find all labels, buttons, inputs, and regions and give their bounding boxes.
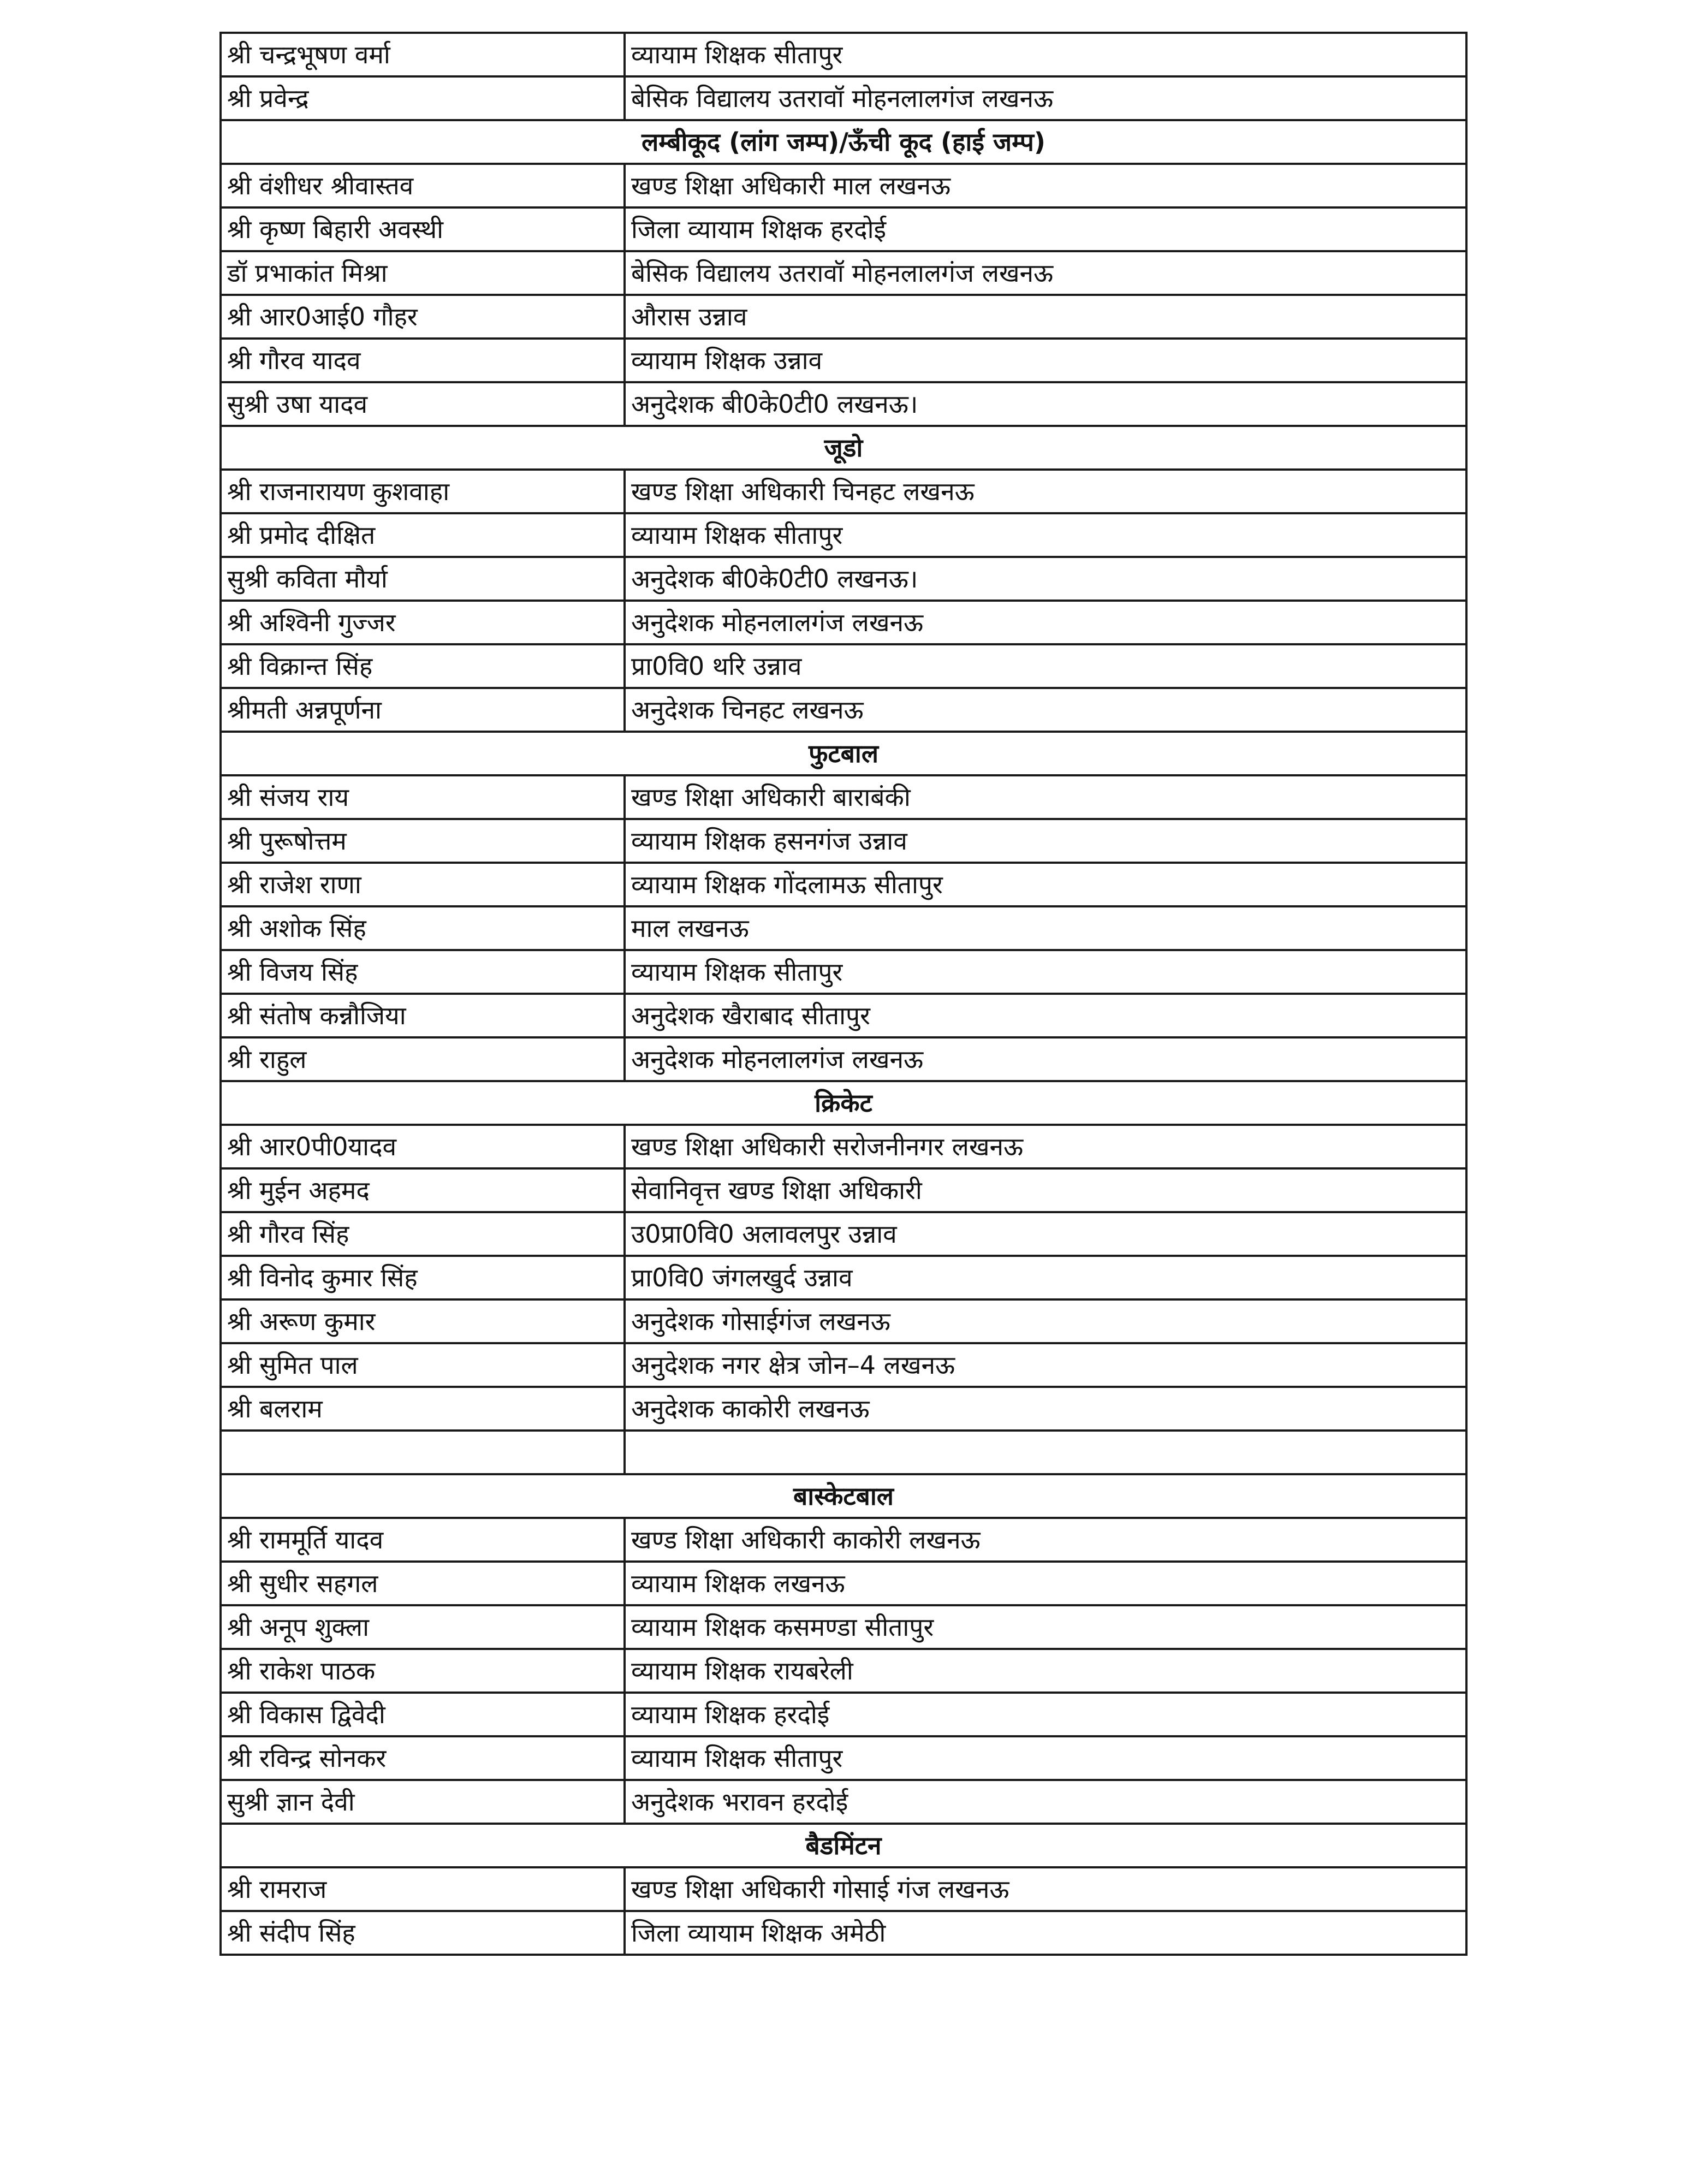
table-row — [221, 470, 1466, 513]
official-posting: व्यायाम शिक्षक हसनगंज उन्नाव — [625, 819, 1466, 863]
table-row — [221, 863, 1466, 906]
official-name: श्री प्रवेन्द्र — [221, 76, 625, 120]
official-name: सुश्री उषा यादव — [221, 382, 625, 426]
official-posting: व्यायाम शिक्षक सीतापुर — [625, 33, 1466, 76]
table-row — [221, 1299, 1466, 1343]
official-name: श्री कृष्ण बिहारी अवस्थी — [221, 207, 625, 251]
official-posting: खण्ड शिक्षा अधिकारी चिनहट लखनऊ — [625, 470, 1466, 513]
official-posting: व्यायाम शिक्षक उन्नाव — [625, 339, 1466, 382]
table-row — [221, 382, 1466, 426]
official-posting: माल लखनऊ — [625, 906, 1466, 950]
official-name: श्री आर0आई0 गौहर — [221, 295, 625, 339]
table-row — [221, 1693, 1466, 1736]
official-posting: व्यायाम शिक्षक सीतापुर — [625, 1736, 1466, 1780]
official-posting: खण्ड शिक्षा अधिकारी बाराबंकी — [625, 775, 1466, 819]
section-heading: लम्बीकूद (लांग जम्प)/ऊँची कूद (हाई जम्प) — [221, 120, 1466, 164]
section-heading-row — [221, 732, 1466, 775]
table-row — [221, 688, 1466, 732]
table-row — [221, 1911, 1466, 1955]
official-posting: जिला व्यायाम शिक्षक हरदोई — [625, 207, 1466, 251]
table-row — [221, 207, 1466, 251]
table-row — [221, 1387, 1466, 1431]
table-row — [221, 601, 1466, 644]
official-posting: अनुदेशक बी0के0टी0 लखनऊ। — [625, 382, 1466, 426]
officials-table — [219, 32, 1468, 1956]
table-row — [221, 251, 1466, 295]
table-row — [221, 1649, 1466, 1693]
table-row — [221, 339, 1466, 382]
official-name: श्री संजय राय — [221, 775, 625, 819]
section-heading: बैडमिंटन — [221, 1824, 1466, 1867]
official-name: श्री विक्रान्त सिंह — [221, 644, 625, 688]
document-page — [219, 32, 1465, 1956]
official-name: श्री राजेश राणा — [221, 863, 625, 906]
official-name: श्री विकास द्विवेदी — [221, 1693, 625, 1736]
official-posting: खण्ड शिक्षा अधिकारी काकोरी लखनऊ — [625, 1518, 1466, 1562]
table-row — [221, 950, 1466, 994]
official-posting: बेसिक विद्यालय उतरावॉ मोहनलालगंज लखनऊ — [625, 76, 1466, 120]
table-row — [221, 513, 1466, 557]
table-row — [221, 1605, 1466, 1649]
section-heading-row — [221, 1824, 1466, 1867]
official-name: श्री पुरूषोत्तम — [221, 819, 625, 863]
official-name: श्री अनूप शुक्ला — [221, 1605, 625, 1649]
table-row — [221, 1212, 1466, 1256]
table-row — [221, 1168, 1466, 1212]
table-row — [221, 1736, 1466, 1780]
official-name: श्री सुमित पाल — [221, 1343, 625, 1387]
section-heading: क्रिकेट — [221, 1081, 1466, 1125]
official-posting: खण्ड शिक्षा अधिकारी माल लखनऊ — [625, 164, 1466, 207]
table-row — [221, 1867, 1466, 1911]
table-row — [221, 1780, 1466, 1824]
official-name: श्रीमती अन्नपूर्णना — [221, 688, 625, 732]
official-posting: अनुदेशक गोसाईगंज लखनऊ — [625, 1299, 1466, 1343]
official-name: सुश्री ज्ञान देवी — [221, 1780, 625, 1824]
table-row — [221, 906, 1466, 950]
official-name: श्री राकेश पाठक — [221, 1649, 625, 1693]
official-posting: औरास उन्नाव — [625, 295, 1466, 339]
official-name: श्री अश्विनी गुज्जर — [221, 601, 625, 644]
table-row — [221, 994, 1466, 1037]
table-row — [221, 1125, 1466, 1168]
official-posting: व्यायाम शिक्षक रायबरेली — [625, 1649, 1466, 1693]
official-posting: अनुदेशक खैराबाद सीतापुर — [625, 994, 1466, 1037]
official-name: श्री वंशीधर श्रीवास्तव — [221, 164, 625, 207]
official-posting: अनुदेशक भरावन हरदोई — [625, 1780, 1466, 1824]
section-heading-row — [221, 1474, 1466, 1518]
official-posting: अनुदेशक नगर क्षेत्र जोन–4 लखनऊ — [625, 1343, 1466, 1387]
official-posting: प्रा0वि0 थरि उन्नाव — [625, 644, 1466, 688]
official-posting: उ0प्रा0वि0 अलावलपुर उन्नाव — [625, 1212, 1466, 1256]
official-name: श्री आर0पी0यादव — [221, 1125, 625, 1168]
official-posting: अनुदेशक चिनहट लखनऊ — [625, 688, 1466, 732]
table-row — [221, 295, 1466, 339]
table-row — [221, 819, 1466, 863]
official-posting: जिला व्यायाम शिक्षक अमेठी — [625, 1911, 1466, 1955]
official-name: श्री रामराज — [221, 1867, 625, 1911]
section-heading: जूडो — [221, 426, 1466, 470]
official-posting: सेवानिवृत्त खण्ड शिक्षा अधिकारी — [625, 1168, 1466, 1212]
official-name: श्री अरूण कुमार — [221, 1299, 625, 1343]
official-posting — [625, 1431, 1466, 1474]
official-name: श्री चन्द्रभूषण वर्मा — [221, 33, 625, 76]
section-heading: फुटबाल — [221, 732, 1466, 775]
official-posting: अनुदेशक बी0के0टी0 लखनऊ। — [625, 557, 1466, 601]
official-name: सुश्री कविता मौर्या — [221, 557, 625, 601]
table-row — [221, 557, 1466, 601]
section-heading-row — [221, 120, 1466, 164]
blank-row — [221, 1431, 1466, 1474]
official-posting: बेसिक विद्यालय उतरावॉ मोहनलालगंज लखनऊ — [625, 251, 1466, 295]
section-heading: बास्केटबाल — [221, 1474, 1466, 1518]
official-posting: अनुदेशक मोहनलालगंज लखनऊ — [625, 601, 1466, 644]
official-name: श्री संदीप सिंह — [221, 1911, 625, 1955]
table-row — [221, 1518, 1466, 1562]
official-posting: व्यायाम शिक्षक कसमण्डा सीतापुर — [625, 1605, 1466, 1649]
official-posting: व्यायाम शिक्षक लखनऊ — [625, 1562, 1466, 1605]
official-name: श्री विजय सिंह — [221, 950, 625, 994]
table-row — [221, 33, 1466, 76]
table-row — [221, 644, 1466, 688]
table-row — [221, 775, 1466, 819]
official-posting: व्यायाम शिक्षक सीतापुर — [625, 513, 1466, 557]
official-posting: अनुदेशक मोहनलालगंज लखनऊ — [625, 1037, 1466, 1081]
section-heading-row — [221, 426, 1466, 470]
official-name: श्री गौरव सिंह — [221, 1212, 625, 1256]
official-name: श्री विनोद कुमार सिंह — [221, 1256, 625, 1299]
official-name — [221, 1431, 625, 1474]
official-posting: खण्ड शिक्षा अधिकारी सरोजनीनगर लखनऊ — [625, 1125, 1466, 1168]
table-row — [221, 1037, 1466, 1081]
official-posting: प्रा0वि0 जंगलखुर्द उन्नाव — [625, 1256, 1466, 1299]
official-name: श्री राममूर्ति यादव — [221, 1518, 625, 1562]
table-row — [221, 76, 1466, 120]
official-name: श्री अशोक सिंह — [221, 906, 625, 950]
table-row — [221, 1256, 1466, 1299]
official-name: श्री प्रमोद दीक्षित — [221, 513, 625, 557]
section-heading-row — [221, 1081, 1466, 1125]
official-posting: अनुदेशक काकोरी लखनऊ — [625, 1387, 1466, 1431]
official-posting: व्यायाम शिक्षक गोंदलामऊ सीतापुर — [625, 863, 1466, 906]
officials-table-body — [221, 33, 1466, 1955]
official-posting: खण्ड शिक्षा अधिकारी गोसाई गंज लखनऊ — [625, 1867, 1466, 1911]
official-name: श्री सुधीर सहगल — [221, 1562, 625, 1605]
official-name: श्री संतोष कन्नौजिया — [221, 994, 625, 1037]
official-name: डॉ प्रभाकांत मिश्रा — [221, 251, 625, 295]
table-row — [221, 1562, 1466, 1605]
table-row — [221, 1343, 1466, 1387]
official-name: श्री राहुल — [221, 1037, 625, 1081]
official-name: श्री मुईन अहमद — [221, 1168, 625, 1212]
table-row — [221, 164, 1466, 207]
official-name: श्री रविन्द्र सोनकर — [221, 1736, 625, 1780]
official-name: श्री राजनारायण कुशवाहा — [221, 470, 625, 513]
official-posting: व्यायाम शिक्षक सीतापुर — [625, 950, 1466, 994]
official-name: श्री गौरव यादव — [221, 339, 625, 382]
official-posting: व्यायाम शिक्षक हरदोई — [625, 1693, 1466, 1736]
official-name: श्री बलराम — [221, 1387, 625, 1431]
